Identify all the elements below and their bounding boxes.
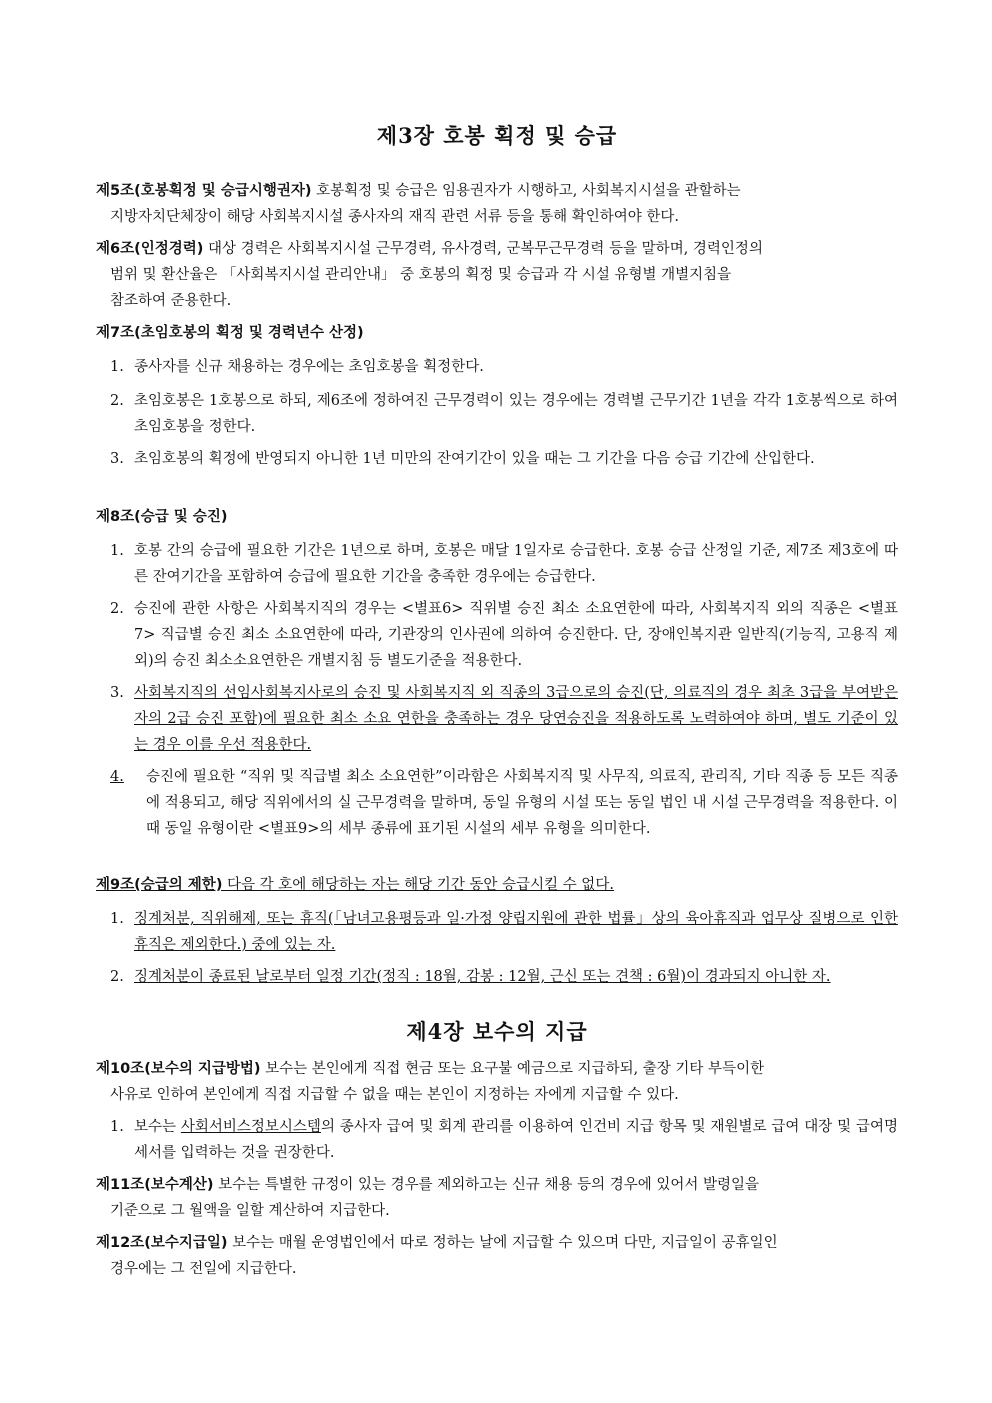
article-10-line1: 보수는 본인에게 직접 현금 또는 요구불 예금으로 지급하되, 출장 기타 부득이한 [260,1061,765,1077]
chapter-3-title: 제3장 호봉 획정 및 승급 [376,123,618,148]
article-7-heading: 제7조(초임호봉의 획정 및 경력년수 산정) [96,325,364,341]
article-7-item-2 [110,388,898,440]
article-8-item-4 [110,764,898,842]
item-number: 2. [110,393,124,409]
item-text-pre: 보수는 [134,1119,181,1135]
article-9-heading: 제9조(승급의 제한) [96,877,223,893]
item-number: 1. [110,359,124,375]
item-text: 징계처분, 직위해제, 또는 휴직(「남녀고용평등과 일·가정 양립지원에 관한 법률」상의 육아휴직과 업무상 질병으로 인한 휴직은 제외한다.) 중에 있는 자. [134,911,898,953]
item-text-post: 의 종사자 급여 및 회계 관리를 이용하여 인건비 지급 항목 및 재원별로 급여 대장 및 급여명세서를 입력하는 것을 권장한다. [134,1119,898,1161]
social-service-system-link: 사회서비스정보시스템 [180,1119,321,1135]
item-number: 2. [110,601,124,617]
article-11 [96,1172,898,1224]
item-text [110,1114,898,1166]
item-number: 1. [110,911,124,927]
article-10-item-1 [110,1114,898,1166]
article-12-line1: 보수는 매월 운영법인에서 따로 정하는 날에 지급할 수 있으며 다만, 지급일이 공휴일인 [227,1235,778,1251]
article-8-item-2 [110,596,898,674]
article-8-heading-row [96,504,898,530]
item-text: 승진에 필요한 “직위 및 직급별 최소 소요연한”이라함은 사회복지직 및 사무직, 의료직, 관리직, 기타 직종 등 모든 직종에 적용되고, 해당 직위에서의 실 근무경력을 말하며, 동일 유형의 시설 또는 동일 법인 내 시설 근무경력을 적용한다. 이 때 동일 유형이란 <별표9>의 세부 종류에 표기된 시설의 세부 유형을 의미한다. [146,769,898,837]
item-text: 징계처분이 종료된 날로부터 일정 기간(정직 : 18월, 감봉 : 12월, 근신 또는 견책 : 6월)이 경과되지 아니한 자. [134,969,831,985]
article-7-item-3 [110,446,898,472]
article-6-line2: 범위 및 환산율은 「사회복지시설 관리안내」 중 호봉의 획정 및 승급과 각 시설 유형별 개별지침을 [110,267,732,283]
article-6-line1: 대상 경력은 사회복지시설 근무경력, 유사경력, 군복무근무경력 등을 말하며, 경력인정의 [203,241,763,257]
chapter-4-title: 제4장 보수의 지급 [406,1019,588,1044]
article-9-item-1 [110,906,898,958]
article-11-line2: 기준으로 그 월액을 일할 계산하여 지급한다. [110,1203,390,1219]
item-text: 초임호봉의 획정에 반영되지 아니한 1년 미만의 잔여기간이 있을 때는 그 기간을 다음 승급 기간에 산입한다. [134,451,815,467]
article-5-heading: 제5조(호봉획정 및 승급시행권자) [96,183,312,199]
item-number: 3. [110,685,124,701]
article-5-line1: 호봉획정 및 승급은 임용권자가 시행하고, 사회복지시설을 관할하는 [311,183,741,199]
article-6-line3: 참조하여 준용한다. [110,293,232,309]
item-text: 초임호봉은 1호봉으로 하되, 제6조에 정하여진 근무경력이 있는 경우에는 경력별 근무기간 1년을 각각 1호봉씩으로 하여 초임호봉을 정한다. [134,393,898,435]
article-10-line2: 사유로 인하여 본인에게 직접 지급할 수 없을 때는 본인이 지정하는 자에게 지급할 수 있다. [110,1087,679,1103]
article-7-item-1 [110,354,898,380]
article-12-line2: 경우에는 그 전일에 지급한다. [110,1261,297,1277]
item-number: 4. [110,769,124,785]
item-text: 사회복지직의 선임사회복지사로의 승진 및 사회복지직 외 직종의 3급으로의 승진(단, 의료직의 경우 최초 3급을 부여받은 자의 2급 승진 포함)에 필요한 최소 소요 연한을 충족하는 경우 당연승진을 적용하도록 노력하여야 하며, 별도 기준이 있는 경우 이를 우선 적용한다. [134,685,898,753]
item-text: 종사자를 신규 채용하는 경우에는 초임호봉을 획정한다. [134,359,484,375]
item-text: 호봉 간의 승급에 필요한 기간은 1년으로 하며, 호봉은 매달 1일자로 승급한다. 호봉 승급 산정일 기준, 제7조 제3호에 따른 잔여기간을 포함하여 승급에 필요한 기간을 충족한 경우에는 승급한다. [134,543,898,585]
article-5-line2: 지방자치단체장이 해당 사회복지시설 종사자의 재직 관련 서류 등을 통해 확인하여야 한다. [110,209,679,225]
article-11-line1: 보수는 특별한 규정이 있는 경우를 제외하고는 신규 채용 등의 경우에 있어서 발령일을 [213,1177,760,1193]
item-number: 1. [110,1119,124,1135]
article-7-heading-row [96,320,898,346]
article-6-heading: 제6조(인정경력) [96,241,204,257]
article-9-lead: 다음 각 호에 해당하는 자는 해당 기간 동안 승급시킬 수 없다. [222,877,614,893]
article-9-item-2 [110,964,898,990]
article-12 [96,1230,898,1282]
item-number: 2. [110,969,124,985]
article-12-heading: 제12조(보수지급일) [96,1235,228,1251]
article-8-heading: 제8조(승급 및 승진) [96,509,228,525]
article-8-item-1 [110,538,898,590]
item-number: 1. [110,543,124,559]
article-6 [96,236,898,314]
item-number: 3. [110,451,124,467]
article-5 [96,178,898,230]
article-8-item-3 [110,680,898,758]
article-10 [96,1056,898,1108]
article-9 [96,872,898,898]
item-text: 승진에 관한 사항은 사회복지직의 경우는 <별표6> 직위별 승진 최소 소요연한에 따라, 사회복지직 외의 직종은 <별표7> 직급별 승진 최소 소요연한에 따라, 기관장의 인사권에 의하여 승진한다. 단, 장애인복지관 일반직(기능직, 고용직 제외)의 승진 최소소요연한은 개별지침 등 별도기준을 적용한다. [134,601,898,669]
article-11-heading: 제11조(보수계산) [96,1177,214,1193]
article-10-heading: 제10조(보수의 지급방법) [96,1061,261,1077]
